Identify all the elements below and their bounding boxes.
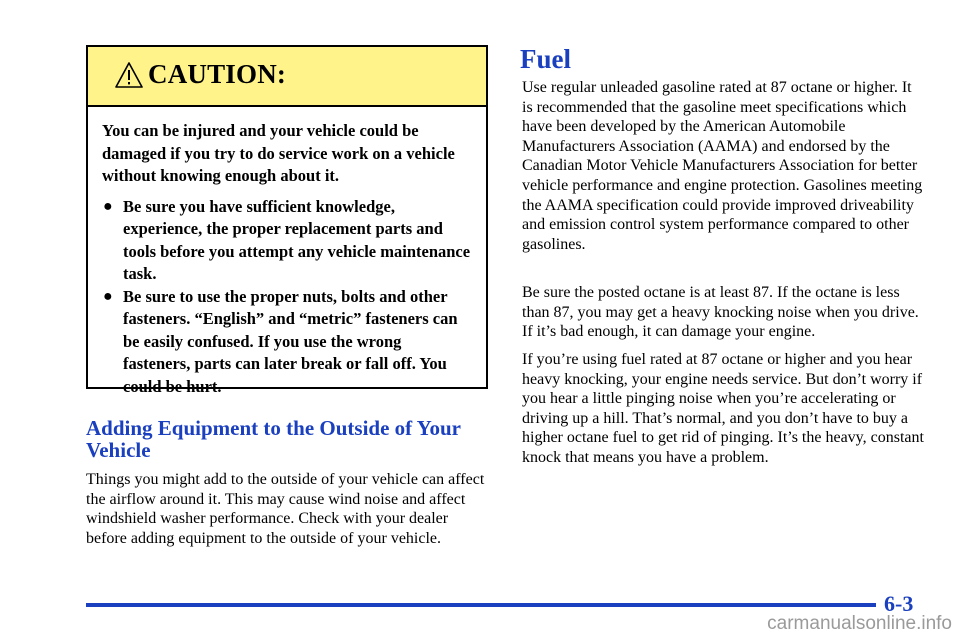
caution-bullet-list — [102, 196, 472, 399]
fuel-paragraph-2: Be sure the posted octane is at least 87. If the octane is less than 87, you may get a heavy knocking noise when you drive. If it’s bad enough, it can damage your engine. — [522, 284, 919, 341]
caution-intro: You can be injured and your vehicle could be damaged if you try to do service work on a vehicle without knowing enough about it. — [102, 121, 455, 185]
footer-rule — [86, 603, 876, 607]
adding-equipment-paragraph: Things you might add to the outside of your vehicle can affect the airflow around it. This may cause wind noise and affect windshield washer performance. Check with your dealer before adding equipment to the outside of your vehicle. — [86, 471, 485, 547]
adding-equipment-heading: Adding Equipment to the Outside of Your Vehicle — [86, 416, 461, 462]
caution-box — [86, 45, 488, 396]
caution-title: CAUTION: — [148, 59, 287, 89]
bullet-icon: ● — [103, 287, 113, 305]
fuel-heading: Fuel — [520, 44, 571, 74]
bullet-icon: ● — [103, 197, 113, 215]
caution-header — [88, 47, 486, 107]
watermark-text: carmanualsonline.info — [767, 613, 952, 634]
caution-bullet-text: Be sure you have sufficient knowledge, experience, the proper replacement parts and tools before you attempt any vehicle maintenance task. — [123, 196, 471, 283]
fuel-paragraph-1: Use regular unleaded gasoline rated at 87 octane or higher. It is recommended that the gasoline meet specifications which have been developed by the American Automobile Manufacturers Association (AAMA) and endorsed by the Canadian Motor Vehicle Manufacturers Association for better vehicle performance and engine protection. Gasolines meeting the AAMA specification could provide improved driveability and emission control system performance compared to other gasolines. — [522, 79, 923, 253]
caution-bullet-item — [102, 286, 472, 399]
caution-bullet-item — [102, 196, 472, 286]
caution-bullet-text: Be sure to use the proper nuts, bolts and other fasteners. “English” and “metric” fasteners can be easily confused. If you use the wrong fasteners, parts can later break or fall off. You could be hurt. — [123, 286, 458, 396]
page-number: 6-3 — [884, 591, 914, 616]
caution-body — [88, 107, 486, 398]
warning-triangle-icon — [114, 61, 144, 89]
fuel-paragraph-3: If you’re using fuel rated at 87 octane or higher and you hear heavy knocking, your engine needs service. But don’t worry if you hear a little pinging noise when you’re accelerating or driving up a hill. That’s normal, and you don’t have to buy a higher octane fuel to get rid of pinging. It’s the heavy, constant knock that means you have a problem. — [522, 351, 924, 466]
